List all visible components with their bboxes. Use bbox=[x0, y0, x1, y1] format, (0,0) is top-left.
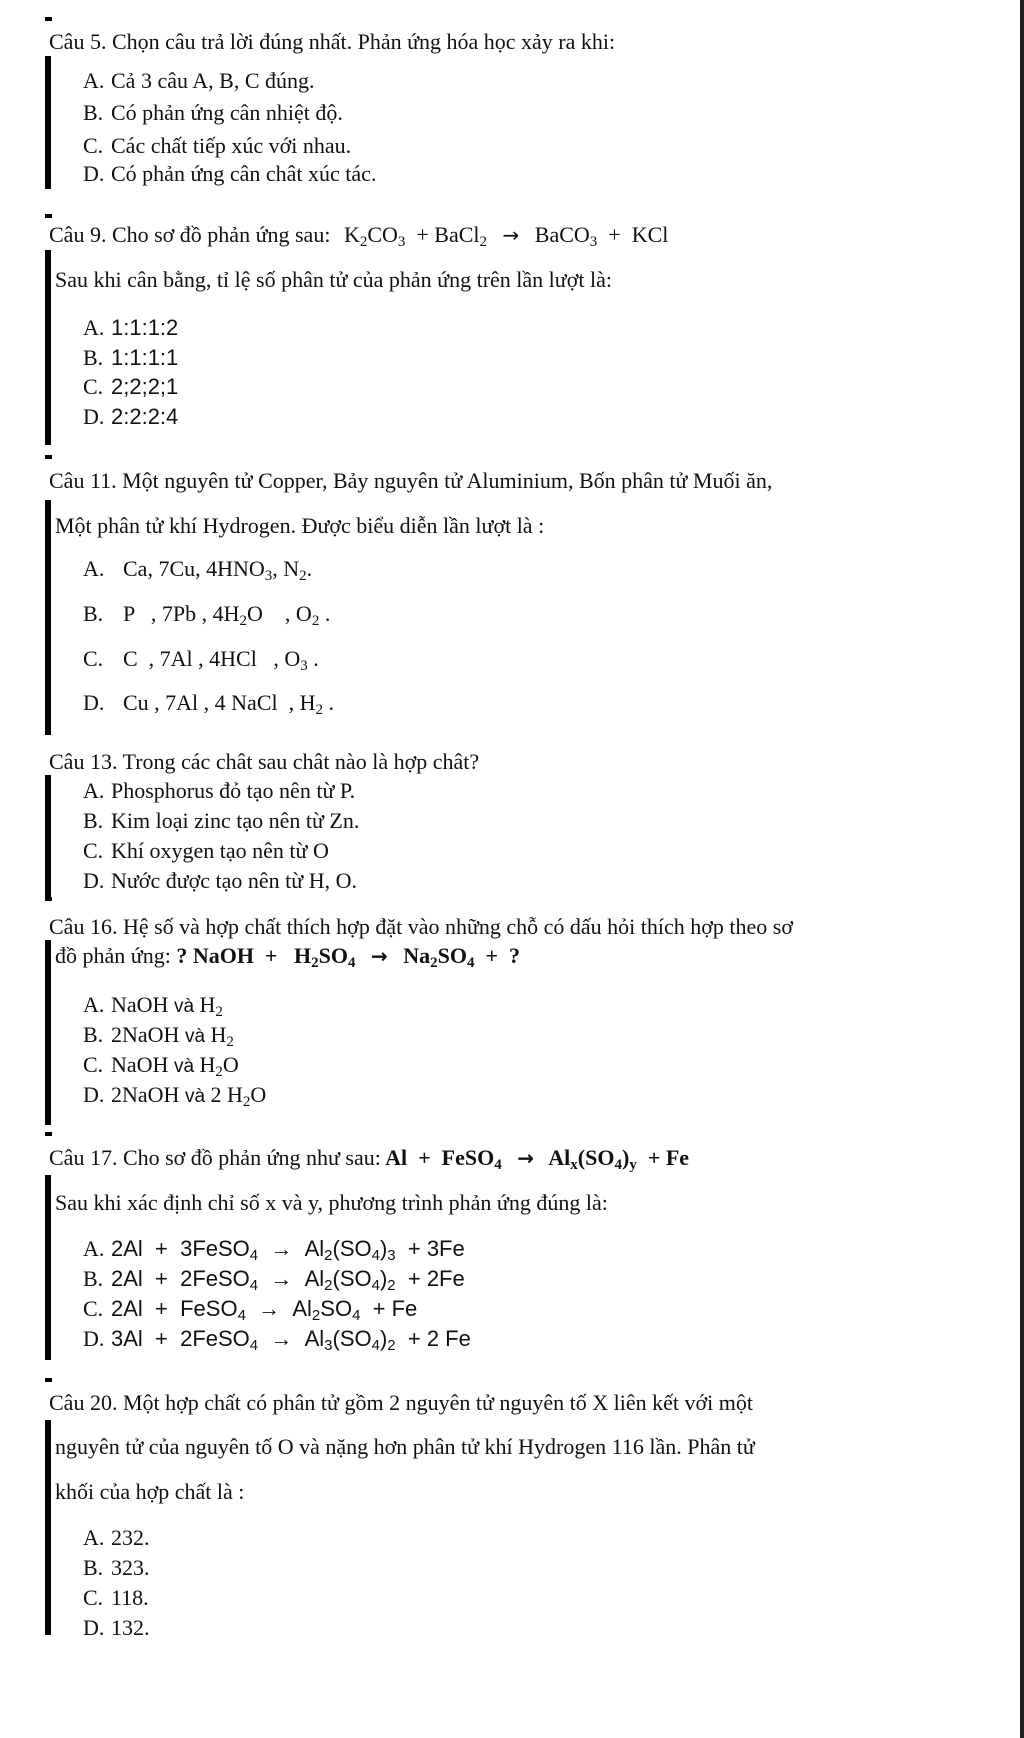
option-text: P , 7Pb , $4H_2O$ , $O_2$ . bbox=[123, 601, 331, 629]
option-letter: C. bbox=[83, 646, 104, 671]
option-text: C , 7Al , 4HCl , $O_3$ . bbox=[123, 646, 319, 674]
reaction-equation: Al + FeSO$_4$ → $Al_x(SO_4)_y + Fe$ bbox=[380, 1145, 690, 1173]
option-text: 2Al + 3FeSO$_4$ → $Al_2(SO_4)_3 + 3Fe$ bbox=[111, 1236, 465, 1264]
option-text: 3Al + 2FeSO$_4$ → $Al_3(SO_4)_2 + 2$ Fe bbox=[111, 1326, 471, 1354]
question-13-option-b[interactable] bbox=[83, 808, 359, 834]
option-letter: D. bbox=[83, 1326, 105, 1351]
question-16-line2 bbox=[55, 943, 520, 969]
question-11-title-line2: Một phân tử khí Hydrogen. Được biểu diễn lần lượt là : bbox=[55, 513, 545, 538]
option-text: Các chất tiếp xúc với nhau. bbox=[111, 133, 352, 158]
option-letter: C. bbox=[83, 1585, 104, 1610]
option-text: Ca, 7Cu, $4HNO_3$, $N_2$. bbox=[123, 556, 313, 584]
question-20-line3: khối của hợp chất là : bbox=[55, 1479, 245, 1504]
conjunction: và bbox=[184, 1026, 206, 1047]
option-letter: C. bbox=[83, 374, 104, 399]
option-text: Khí oxygen tạo nên từ O bbox=[111, 838, 329, 863]
option-text: 2Al + FeSO$_4$ → $Al_2SO_4 + Fe$ bbox=[111, 1296, 418, 1324]
question-11-title: Câu 11. Một nguyên tử Copper, Bảy nguyên tử Aluminium, Bốn phân tử Muối ăn, bbox=[49, 468, 773, 493]
option-letter: A. bbox=[83, 778, 105, 803]
question-11-option-b[interactable] bbox=[83, 601, 330, 627]
question-17-option-a[interactable] bbox=[83, 1236, 465, 1262]
option-text: 1:1:1:1 bbox=[111, 345, 179, 370]
question-marker bbox=[45, 455, 52, 459]
option-text: 2NaOH và 2 $H_2O$ bbox=[111, 1082, 267, 1110]
question-20-title: Câu 20. Một hợp chất có phân tử gồm 2 nguyên tử nguyên tố X liên kết với một bbox=[49, 1390, 753, 1415]
question-17-intro: Sau khi xác định chỉ số x và y, phương trình phản ứng đúng là: bbox=[55, 1190, 608, 1215]
option-letter: B. bbox=[83, 601, 104, 626]
option-letter: A. bbox=[83, 556, 105, 581]
question-text: đồ phản ứng: bbox=[55, 943, 171, 968]
question-bar bbox=[45, 1420, 51, 1635]
question-bar bbox=[45, 500, 51, 735]
question-5-option-c[interactable] bbox=[83, 133, 351, 159]
option-letter: A. bbox=[83, 68, 105, 93]
question-marker bbox=[45, 214, 52, 218]
question-16-option-a[interactable] bbox=[83, 992, 223, 1020]
option-text: 1:1:1:2 bbox=[111, 315, 179, 340]
question-9-option-c[interactable] bbox=[83, 374, 178, 400]
question-17-option-c[interactable] bbox=[83, 1296, 417, 1322]
question-17-option-d[interactable] bbox=[83, 1326, 471, 1352]
question-bar bbox=[45, 56, 51, 189]
option-text: Kim loại zinc tạo nên từ Zn. bbox=[111, 808, 360, 833]
question-bar bbox=[45, 250, 51, 445]
option-letter: B. bbox=[83, 808, 104, 833]
option-text: 118. bbox=[111, 1585, 149, 1610]
option-letter: D. bbox=[83, 1082, 105, 1107]
option-text: 132. bbox=[111, 1615, 150, 1640]
question-marker bbox=[45, 1378, 52, 1382]
option-letter: D. bbox=[83, 404, 105, 429]
option-text: 232. bbox=[111, 1525, 150, 1550]
question-20-option-b[interactable] bbox=[83, 1555, 150, 1581]
question-5-title: Câu 5. Chọn câu trả lời đúng nhất. Phản ứng hóa học xảy ra khi: bbox=[49, 29, 616, 54]
option-text: 2NaOH và $H_2$ bbox=[111, 1022, 234, 1050]
question-16-option-d[interactable] bbox=[83, 1082, 266, 1110]
option-letter: A. bbox=[83, 315, 105, 340]
option-letter: A. bbox=[83, 992, 105, 1017]
option-letter: B. bbox=[83, 345, 104, 370]
option-text: Cu , 7Al , 4 NaCl , $H_2$ . bbox=[123, 690, 334, 718]
question-16-option-b[interactable] bbox=[83, 1022, 234, 1050]
question-text: Câu 17. Cho sơ đồ phản ứng như sau: bbox=[49, 1145, 381, 1170]
question-13-option-d[interactable] bbox=[83, 868, 357, 894]
conjunction: và bbox=[173, 996, 195, 1017]
page-right-border bbox=[1020, 0, 1024, 1738]
conjunction: và bbox=[173, 1056, 195, 1077]
option-letter: B. bbox=[83, 100, 104, 125]
question-5-option-d[interactable] bbox=[83, 161, 376, 187]
question-20-option-a[interactable] bbox=[83, 1525, 150, 1551]
option-letter: C. bbox=[83, 1052, 104, 1077]
option-text: 323. bbox=[111, 1555, 150, 1580]
question-9-option-b[interactable] bbox=[83, 345, 178, 371]
question-marker bbox=[45, 1132, 52, 1136]
question-text: Câu 9. Cho sơ đồ phản ứng sau: bbox=[49, 222, 331, 247]
question-9-option-a[interactable] bbox=[83, 315, 178, 341]
question-20-line2: nguyên tử của nguyên tố O và nặng hơn phân tử khí Hydrogen 116 lần. Phân tử bbox=[55, 1434, 755, 1459]
question-bar bbox=[45, 775, 51, 900]
reaction-equation: $K_2CO_3$ + BaCl$_2$ → BaCO$_3$ + KCl bbox=[338, 222, 669, 250]
option-letter: B. bbox=[83, 1266, 104, 1291]
option-letter: D. bbox=[83, 1615, 105, 1640]
question-bar bbox=[45, 1175, 51, 1360]
question-13-option-a[interactable] bbox=[83, 778, 355, 804]
option-letter: C. bbox=[83, 133, 104, 158]
question-13-option-c[interactable] bbox=[83, 838, 329, 864]
question-20-option-d[interactable] bbox=[83, 1615, 150, 1641]
option-text: Cả 3 câu A, B, C đúng. bbox=[111, 68, 315, 93]
question-17-title bbox=[49, 1145, 689, 1171]
question-11-option-a[interactable] bbox=[83, 556, 312, 582]
question-13-title: Câu 13. Trong các chât sau chât nào là hợp chât? bbox=[49, 749, 480, 774]
question-11-option-d[interactable] bbox=[83, 690, 334, 716]
option-text: Có phản ứng cân nhiệt độ. bbox=[111, 100, 343, 125]
question-20-option-c[interactable] bbox=[83, 1585, 149, 1611]
question-11-option-c[interactable] bbox=[83, 646, 319, 672]
option-text: Nước được tạo nên từ H, O. bbox=[111, 868, 357, 893]
question-marker bbox=[45, 897, 52, 901]
option-letter: A. bbox=[83, 1525, 105, 1550]
option-text: Phosphorus đỏ tạo nên từ P. bbox=[111, 778, 356, 803]
question-9-option-d[interactable] bbox=[83, 404, 178, 430]
option-text: 2Al + 2FeSO$_4$ → $Al_2(SO_4)_2 + 2Fe$ bbox=[111, 1266, 465, 1294]
question-9-intro: Sau khi cân bằng, tỉ lệ số phân tử của phản ứng trên lần lượt là: bbox=[55, 267, 612, 292]
question-16-option-c[interactable] bbox=[83, 1052, 239, 1080]
option-text: NaOH và $H_2$ bbox=[111, 992, 223, 1020]
option-text: 2:2:2:4 bbox=[111, 404, 179, 429]
option-letter: D. bbox=[83, 161, 105, 186]
option-text: Có phản ứng cân chât xúc tác. bbox=[111, 161, 377, 186]
option-letter: D. bbox=[83, 690, 105, 715]
question-marker bbox=[45, 17, 52, 21]
option-text: 2;2;2;1 bbox=[111, 374, 179, 399]
question-bar bbox=[45, 940, 51, 1125]
option-letter: D. bbox=[83, 868, 105, 893]
option-letter: C. bbox=[83, 838, 104, 863]
question-5-option-b[interactable] bbox=[83, 100, 343, 126]
question-16-title: Câu 16. Hệ số và hợp chất thích hợp đặt vào những chỗ có dấu hỏi thích hợp theo sơ bbox=[49, 914, 793, 939]
reaction-equation: ? NaOH + $H_2SO_4 \to Na_2SO_4$ + ? bbox=[170, 943, 520, 971]
option-letter: B. bbox=[83, 1555, 104, 1580]
question-17-option-b[interactable] bbox=[83, 1266, 465, 1292]
option-text: NaOH và $H_2O$ bbox=[111, 1052, 239, 1080]
option-letter: C. bbox=[83, 1296, 104, 1321]
conjunction: và bbox=[184, 1086, 206, 1107]
question-9-title bbox=[49, 222, 668, 248]
question-5-option-a[interactable] bbox=[83, 68, 315, 94]
option-letter: B. bbox=[83, 1022, 104, 1047]
option-letter: A. bbox=[83, 1236, 105, 1261]
